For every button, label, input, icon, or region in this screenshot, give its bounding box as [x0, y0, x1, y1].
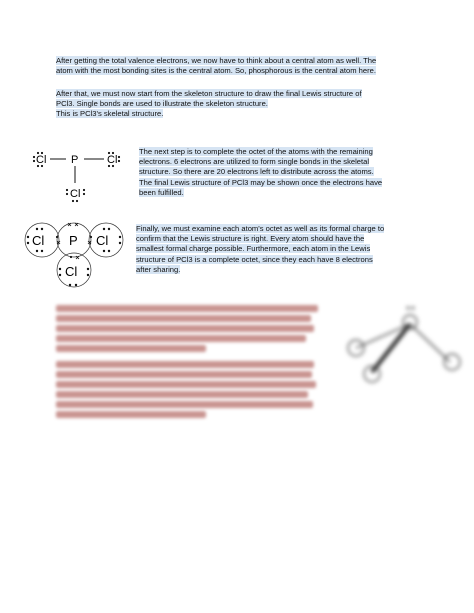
skeletal-cl-left: Cl [36, 154, 47, 166]
text-line: structure of PCl3 is a complete octet, since they each have 8 electrons [136, 254, 373, 264]
blurred-text-block [56, 303, 319, 418]
text-line: structure. So there are 20 electrons left to distribute across the atoms. [139, 167, 374, 177]
text-line: confirm that the Lewis structure is right. Every atom should have the [136, 234, 365, 244]
text-line: electrons. 6 electrons are utilized to form single bonds in the skeletal [139, 157, 370, 167]
text-line: atom with the most bonding sites is the central atom. So, phosphorous is the central atom here. [56, 66, 376, 76]
lewis-cl-right: Cl [96, 233, 109, 248]
text-line: smallest formal charge possible. Furthermore, each atom in the Lewis [136, 244, 371, 254]
skeletal-structure-diagram [28, 146, 138, 208]
text-line: after sharing. [136, 264, 181, 274]
text-line: The final Lewis structure of PCl3 may be shown once the electrons have [139, 177, 383, 187]
text-line: After getting the total valence electrons, we now have to think about a central atom as well. The [56, 56, 377, 65]
text-line: Finally, we must examine each atom's octet as well as its formal charge to [136, 224, 385, 233]
paragraph-formal-charge [136, 224, 384, 275]
paragraph-central-atom [56, 56, 376, 76]
text-line: The next step is to complete the octet of the atoms with the remaining [139, 147, 373, 156]
lewis-p: P [69, 233, 78, 248]
skeletal-p: P [71, 154, 79, 166]
text-line: been fulfilled. [139, 187, 184, 197]
text-line: After that, we must now start from the skeleton structure to draw the final Lewis structure of [56, 89, 362, 98]
lewis-structure-diagram [22, 216, 134, 298]
text-line: PCl3. Single bonds are used to illustrate the skeleton structure. [56, 99, 268, 109]
skeletal-cl-bottom: Cl [70, 188, 81, 200]
lewis-cl-left: Cl [32, 233, 45, 248]
text-line: This is PCl3's skeletal structure. [56, 109, 164, 119]
skeletal-cl-right: Cl [107, 154, 118, 166]
molecule-3d-image [338, 300, 466, 392]
paragraph-octet [139, 147, 382, 198]
paragraph-skeleton [56, 89, 362, 120]
lewis-cl-bottom: Cl [65, 264, 78, 279]
